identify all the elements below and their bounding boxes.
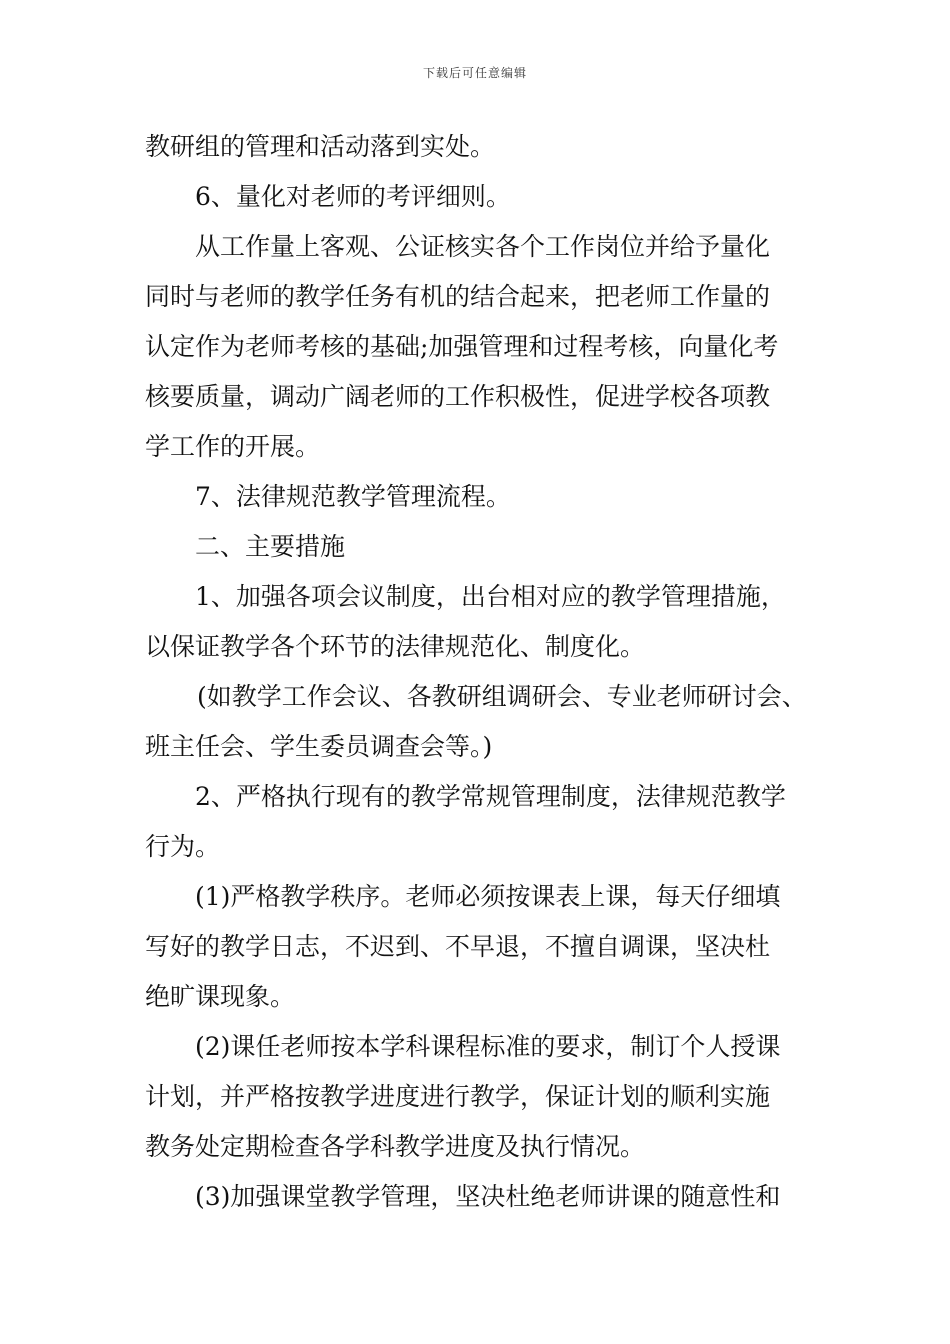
- paragraph-line: 认定作为老师考核的基础;加强管理和过程考核，向量化考: [145, 332, 779, 361]
- paragraph-line: 从工作量上客观、公证核实各个工作岗位并给予量化: [195, 232, 771, 261]
- section-heading: 6、量化对老师的考评细则。: [195, 182, 511, 211]
- document-body: [145, 122, 845, 1222]
- paragraph-line: 计划，并严格按教学进度进行教学，保证计划的顺利实施: [145, 1082, 771, 1111]
- paragraph-line: (1)严格教学秩序。老师必须按课表上课，每天仔细填: [195, 882, 781, 911]
- paragraph-line: 学工作的开展。: [145, 432, 321, 461]
- section-heading: 二、主要措施: [195, 532, 346, 561]
- paragraph-line: (2)课任老师按本学科课程标准的要求，制订个人授课: [195, 1032, 781, 1061]
- paragraph-line: 写好的教学日志，不迟到、不早退，不擅自调课，坚决杜: [145, 932, 771, 961]
- paragraph-line: 以保证教学各个环节的法律规范化、制度化。: [145, 632, 646, 661]
- paragraph-line: 教务处定期检查各学科教学进度及执行情况。: [145, 1132, 646, 1161]
- paragraph-line: 核要质量，调动广阔老师的工作积极性，促进学校各项教: [145, 382, 771, 411]
- paragraph-line: (如教学工作会议、各教研组调研会、专业老师研讨会、: [197, 682, 807, 711]
- section-heading: 7、法律规范教学管理流程。: [195, 482, 511, 511]
- paragraph-line: 同时与老师的教学任务有机的结合起来，把老师工作量的: [145, 282, 771, 311]
- paragraph-line: 行为。: [145, 832, 221, 861]
- paragraph-line: 1、加强各项会议制度，出台相对应的教学管理措施，: [195, 582, 786, 611]
- paragraph-line: 班主任会、学生委员调查会等。): [145, 732, 493, 761]
- paragraph-line: 2、严格执行现有的教学常规管理制度，法律规范教学: [195, 782, 786, 811]
- page-header: 下载后可任意编辑: [422, 66, 527, 80]
- paragraph-line: 绝旷课现象。: [145, 982, 296, 1011]
- paragraph-line: 教研组的管理和活动落到实处。: [145, 132, 496, 161]
- paragraph-line: (3)加强课堂教学管理，坚决杜绝老师讲课的随意性和: [195, 1182, 781, 1211]
